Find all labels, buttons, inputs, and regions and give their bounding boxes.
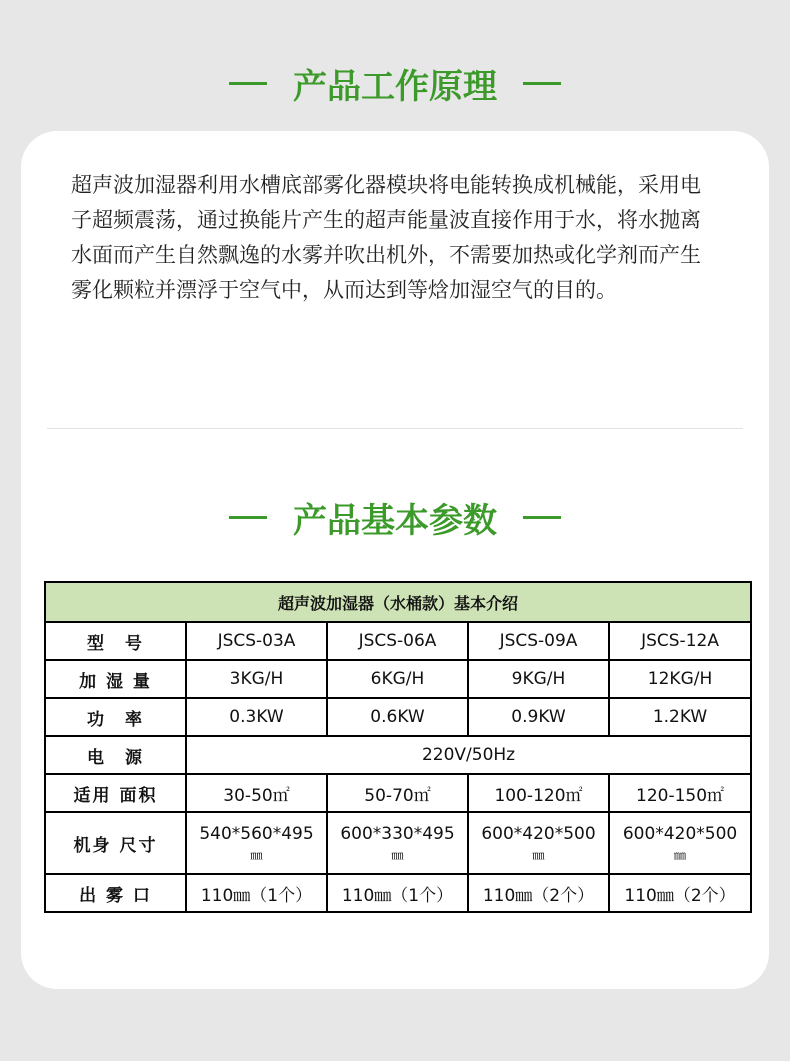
heading-dash-right (523, 516, 561, 519)
table-cell: 110㎜（2个） (609, 874, 751, 912)
table-row-mist-outlet (45, 874, 751, 912)
section-heading-principle (0, 58, 790, 108)
section-title: 产品工作原理 (293, 66, 497, 107)
table-cell: JSCS-06A (327, 622, 468, 660)
table-cell (186, 812, 327, 874)
dimension-unit: ㎜ (250, 848, 263, 862)
table-cell-merged: 220V/50Hz (186, 736, 751, 774)
dimension-value: 600*330*495 (340, 824, 455, 844)
row-label: 机身 尺寸 (45, 812, 186, 874)
dimension-value: 600*420*500 (622, 824, 738, 844)
section-divider (47, 428, 743, 429)
row-label: 型 号 (45, 622, 186, 660)
table-row-humidification (45, 660, 751, 698)
table-cell: 9KG/H (468, 660, 609, 698)
row-label: 功 率 (45, 698, 186, 736)
row-label: 适用 面积 (45, 774, 186, 812)
heading-dash-left (229, 82, 267, 85)
table-cell: 30-50㎡ (186, 774, 327, 812)
section-title: 产品基本参数 (293, 500, 497, 541)
row-label: 电 源 (45, 736, 186, 774)
table-cell (609, 812, 751, 874)
table-cell: JSCS-03A (186, 622, 327, 660)
table-cell: 100-120㎡ (468, 774, 609, 812)
table-cell: JSCS-09A (468, 622, 609, 660)
table-row-model (45, 622, 751, 660)
principle-description: 超声波加湿器利用水槽底部雾化器模块将电能转换成机械能，采用电子超频震荡，通过换能片产生的超声能量波直接作用于水，将水抛离水面而产生自然飘逸的水雾并吹出机外，不需要加热或化学剂而产生雾化颗粒并漂浮于空气中，从而达到等焓加湿空气的目的。 (71, 173, 701, 302)
table-row-power (45, 698, 751, 736)
table-cell: 120-150㎡ (609, 774, 751, 812)
table-row-power-supply (45, 736, 751, 774)
heading-dash-right (523, 82, 561, 85)
table-cell: 110㎜（1个） (186, 874, 327, 912)
row-label: 出 雾 口 (45, 874, 186, 912)
dimension-value: 600*420*500 (481, 824, 596, 844)
section-heading-specs (0, 492, 790, 542)
dimension-unit: ㎜ (674, 848, 687, 862)
table-row-dimensions (45, 812, 751, 874)
table-cell: 110㎜（1个） (327, 874, 468, 912)
table-cell (468, 812, 609, 874)
spec-table (44, 581, 752, 913)
table-row-area (45, 774, 751, 812)
row-label: 加 湿 量 (45, 660, 186, 698)
dimension-value: 540*560*495 (199, 824, 314, 844)
table-cell (327, 812, 468, 874)
table-cell: 3KG/H (186, 660, 327, 698)
table-caption: 超声波加湿器（水桶款）基本介绍 (45, 582, 751, 622)
dimension-unit: ㎜ (532, 848, 545, 862)
table-cell: 1.2KW (609, 698, 751, 736)
table-cell: 12KG/H (609, 660, 751, 698)
table-cell: 50-70㎡ (327, 774, 468, 812)
table-cell: 0.3KW (186, 698, 327, 736)
table-cell: 0.9KW (468, 698, 609, 736)
heading-dash-left (229, 516, 267, 519)
table-cell: 0.6KW (327, 698, 468, 736)
table-cell: 6KG/H (327, 660, 468, 698)
table-cell: 110㎜（2个） (468, 874, 609, 912)
table-cell: JSCS-12A (609, 622, 751, 660)
dimension-unit: ㎜ (391, 848, 404, 862)
